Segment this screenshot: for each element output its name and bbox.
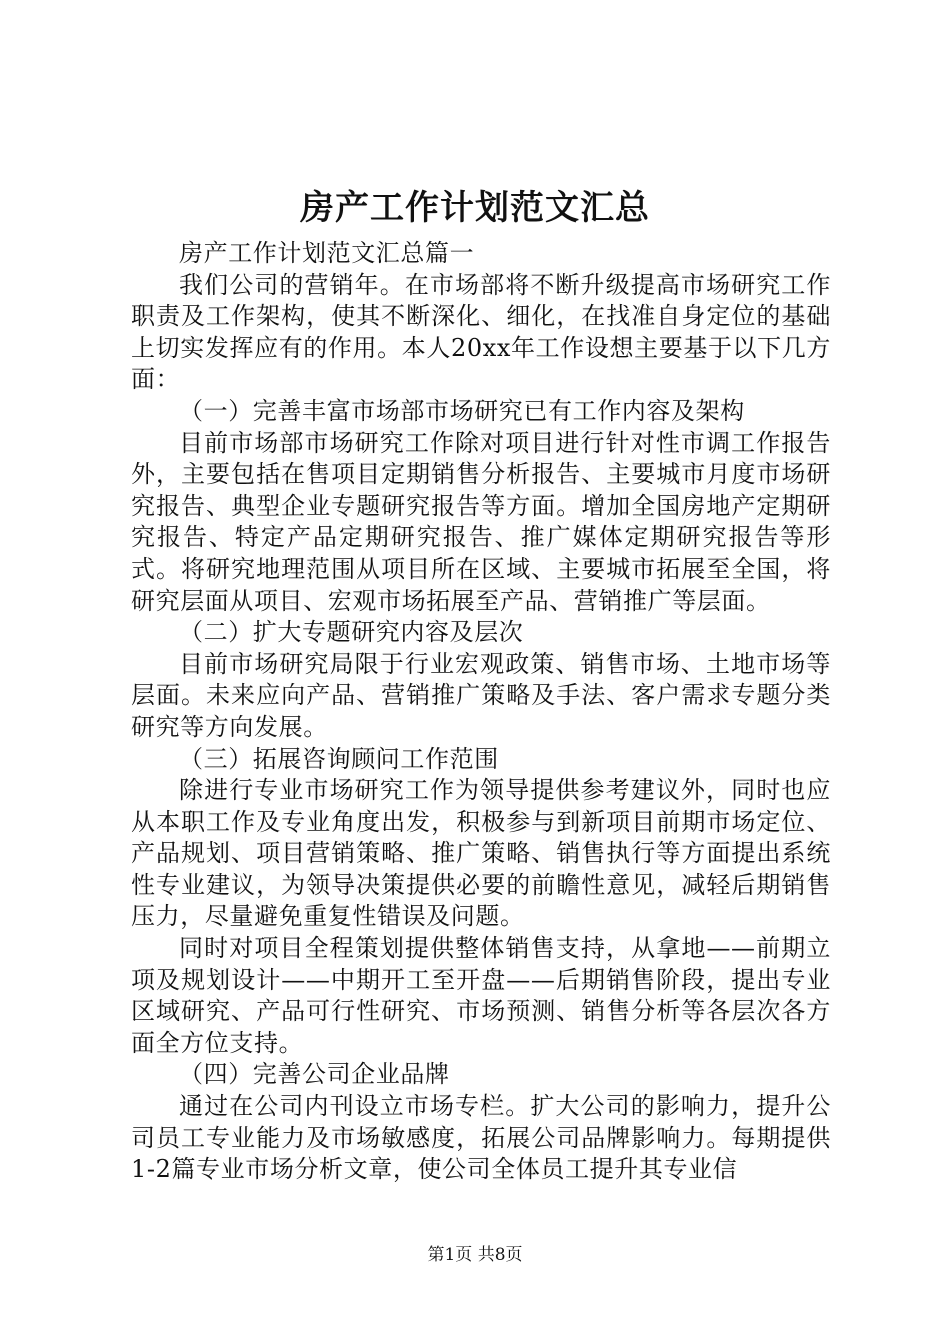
paragraph: 同时对项目全程策划提供整体销售支持，从拿地——前期立项及规划设计——中期开工至开盘——后期销售阶段，提出专业区域研究、产品可行性研究、市场预测、销售分析等各层次各方面全方位支持。 [131, 934, 831, 1057]
subsection-heading: （四）完善公司企业品牌 [179, 1060, 450, 1089]
paragraph: 除进行专业市场研究工作为领导提供参考建议外，同时也应从本职工作及专业角度出发，积极参与到新项目前期市场定位、产品规划、项目营销策略、推广策略、销售执行等方面提出系统性专业建议，为领导决策提供必要的前瞻性意见，减轻后期销售压力，尽量避免重复性错误及问题。 [131, 776, 831, 931]
subsection-heading: （一）完善丰富市场部市场研究已有工作内容及架构 [179, 396, 745, 425]
document-body [131, 238, 831, 1186]
paragraph: 我们公司的营销年。在市场部将不断升级提高市场研究工作职责及工作架构，使其不断深化、细化，在找准自身定位的基础上切实发挥应有的作用。本人20xx年工作设想主要基于以下几方面： [131, 270, 831, 394]
page-footer: 第1页 共8页 [427, 1245, 523, 1265]
paragraph: 目前市场研究局限于行业宏观政策、销售市场、土地市场等层面。未来应向产品、营销推广策略及手法、客户需求专题分类研究等方向发展。 [131, 649, 831, 741]
subsection-heading: （二）扩大专题研究内容及层次 [179, 618, 524, 647]
document-title: 房产工作计划范文汇总 [300, 188, 650, 228]
paragraph: 通过在公司内刊设立市场专栏。扩大公司的影响力，提升公司员工专业能力及市场敏感度，拓展公司品牌影响力。每期提供1-2篇专业市场分析文章，使公司全体员工提升其专业信 [131, 1092, 831, 1184]
subsection-heading: （三）拓展咨询顾问工作范围 [179, 744, 499, 773]
section-heading: 房产工作计划范文汇总篇一 [179, 239, 475, 267]
paragraph: 目前市场部市场研究工作除对项目进行针对性市调工作报告外，主要包括在售项目定期销售分析报告、主要城市月度市场研究报告、典型企业专题研究报告等方面。增加全国房地产定期研究报告、特定产品定期研究报告、推广媒体定期研究报告等形式。将研究地理范围从项目所在区域、主要城市拓展至全国，将研究层面从项目、宏观市场拓展至产品、营销推广等层面。 [131, 428, 831, 615]
